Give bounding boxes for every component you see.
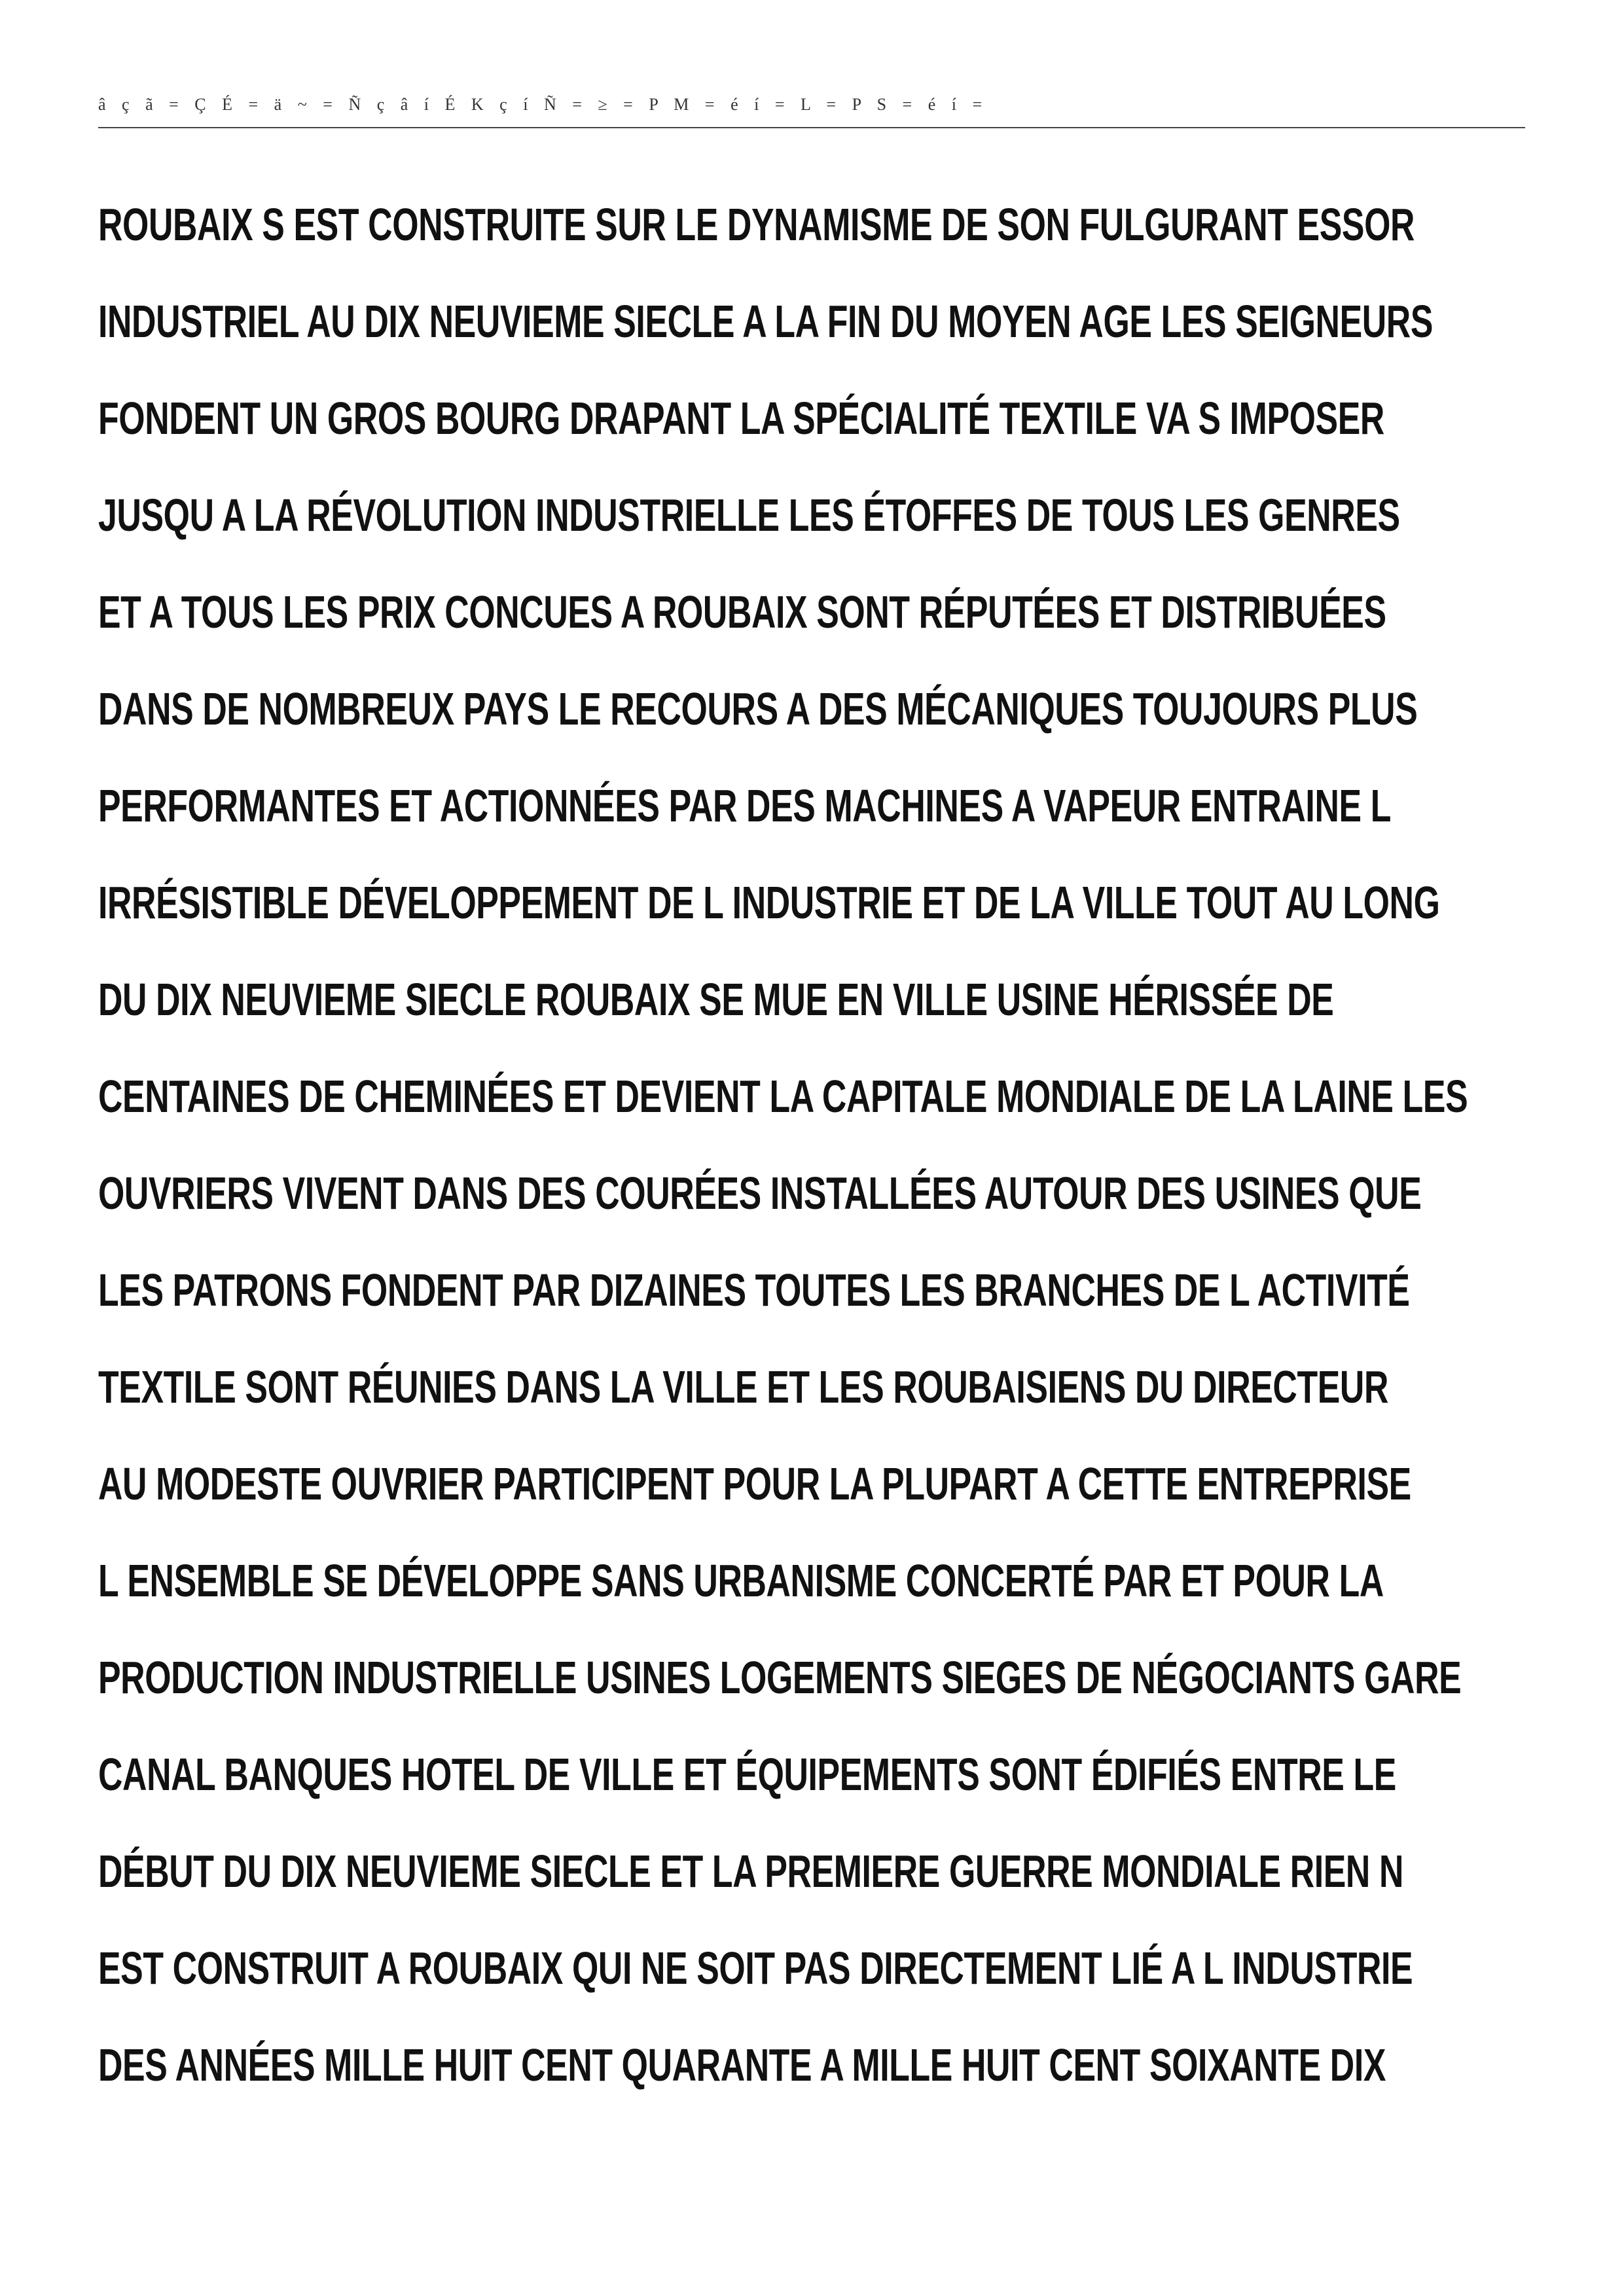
text-line: EST CONSTRUIT A ROUBAIX QUI NE SOIT PAS DIRECTEMENT LIÉ A L INDUSTRIE — [98, 1943, 1413, 1994]
text-line: AU MODESTE OUVRIER PARTICIPENT POUR LA PLUPART A CETTE ENTREPRISE — [98, 1458, 1411, 1509]
running-header: â ç ã = Ç É = ä ~ = Ñ ç â í É K ç í Ñ = ≥ = P M = é í = L = P S = é í = — [98, 95, 988, 114]
text-line: FONDENT UN GROS BOURG DRAPANT LA SPÉCIALITÉ TEXTILE VA S IMPOSER — [98, 393, 1384, 444]
text-line: INDUSTRIEL AU DIX NEUVIEME SIECLE A LA FIN DU MOYEN AGE LES SEIGNEURS — [98, 296, 1434, 347]
header-divider — [98, 127, 1525, 128]
text-line: ET A TOUS LES PRIX CONCUES A ROUBAIX SONT RÉPUTÉES ET DISTRIBUÉES — [98, 586, 1386, 637]
text-line: LES PATRONS FONDENT PAR DIZAINES TOUTES LES BRANCHES DE L ACTIVITÉ — [98, 1265, 1410, 1316]
body-text — [98, 185, 1538, 2123]
text-line: CENTAINES DE CHEMINÉES ET DEVIENT LA CAPITALE MONDIALE DE LA LAINE LES — [98, 1071, 1468, 1122]
text-line: CANAL BANQUES HOTEL DE VILLE ET ÉQUIPEMENTS SONT ÉDIFIÉS ENTRE LE — [98, 1749, 1396, 1800]
text-line: L ENSEMBLE SE DÉVELOPPE SANS URBANISME CONCERTÉ PAR ET POUR LA — [98, 1555, 1384, 1606]
text-line: TEXTILE SONT RÉUNIES DANS LA VILLE ET LES ROUBAISIENS DU DIRECTEUR — [98, 1361, 1389, 1412]
text-line: DES ANNÉES MILLE HUIT CENT QUARANTE A MILLE HUIT CENT SOIXANTE DIX — [98, 2039, 1386, 2090]
text-line: ROUBAIX S EST CONSTRUITE SUR LE DYNAMISME DE SON FULGURANT ESSOR — [98, 199, 1415, 250]
text-line: DU DIX NEUVIEME SIECLE ROUBAIX SE MUE EN VILLE USINE HÉRISSÉE DE — [98, 974, 1334, 1025]
text-line: PRODUCTION INDUSTRIELLE USINES LOGEMENTS SIEGES DE NÉGOCIANTS GARE — [98, 1652, 1462, 1703]
text-line: PERFORMANTES ET ACTIONNÉES PAR DES MACHINES A VAPEUR ENTRAINE L — [98, 780, 1391, 831]
text-line: IRRÉSISTIBLE DÉVELOPPEMENT DE L INDUSTRIE ET DE LA VILLE TOUT AU LONG — [98, 877, 1440, 928]
text-line: OUVRIERS VIVENT DANS DES COURÉES INSTALLÉES AUTOUR DES USINES QUE — [98, 1168, 1422, 1219]
text-line: DANS DE NOMBREUX PAYS LE RECOURS A DES MÉCANIQUES TOUJOURS PLUS — [98, 683, 1418, 734]
text-line: DÉBUT DU DIX NEUVIEME SIECLE ET LA PREMIERE GUERRE MONDIALE RIEN N — [98, 1846, 1404, 1897]
text-line: JUSQU A LA RÉVOLUTION INDUSTRIELLE LES ÉTOFFES DE TOUS LES GENRES — [98, 490, 1400, 541]
